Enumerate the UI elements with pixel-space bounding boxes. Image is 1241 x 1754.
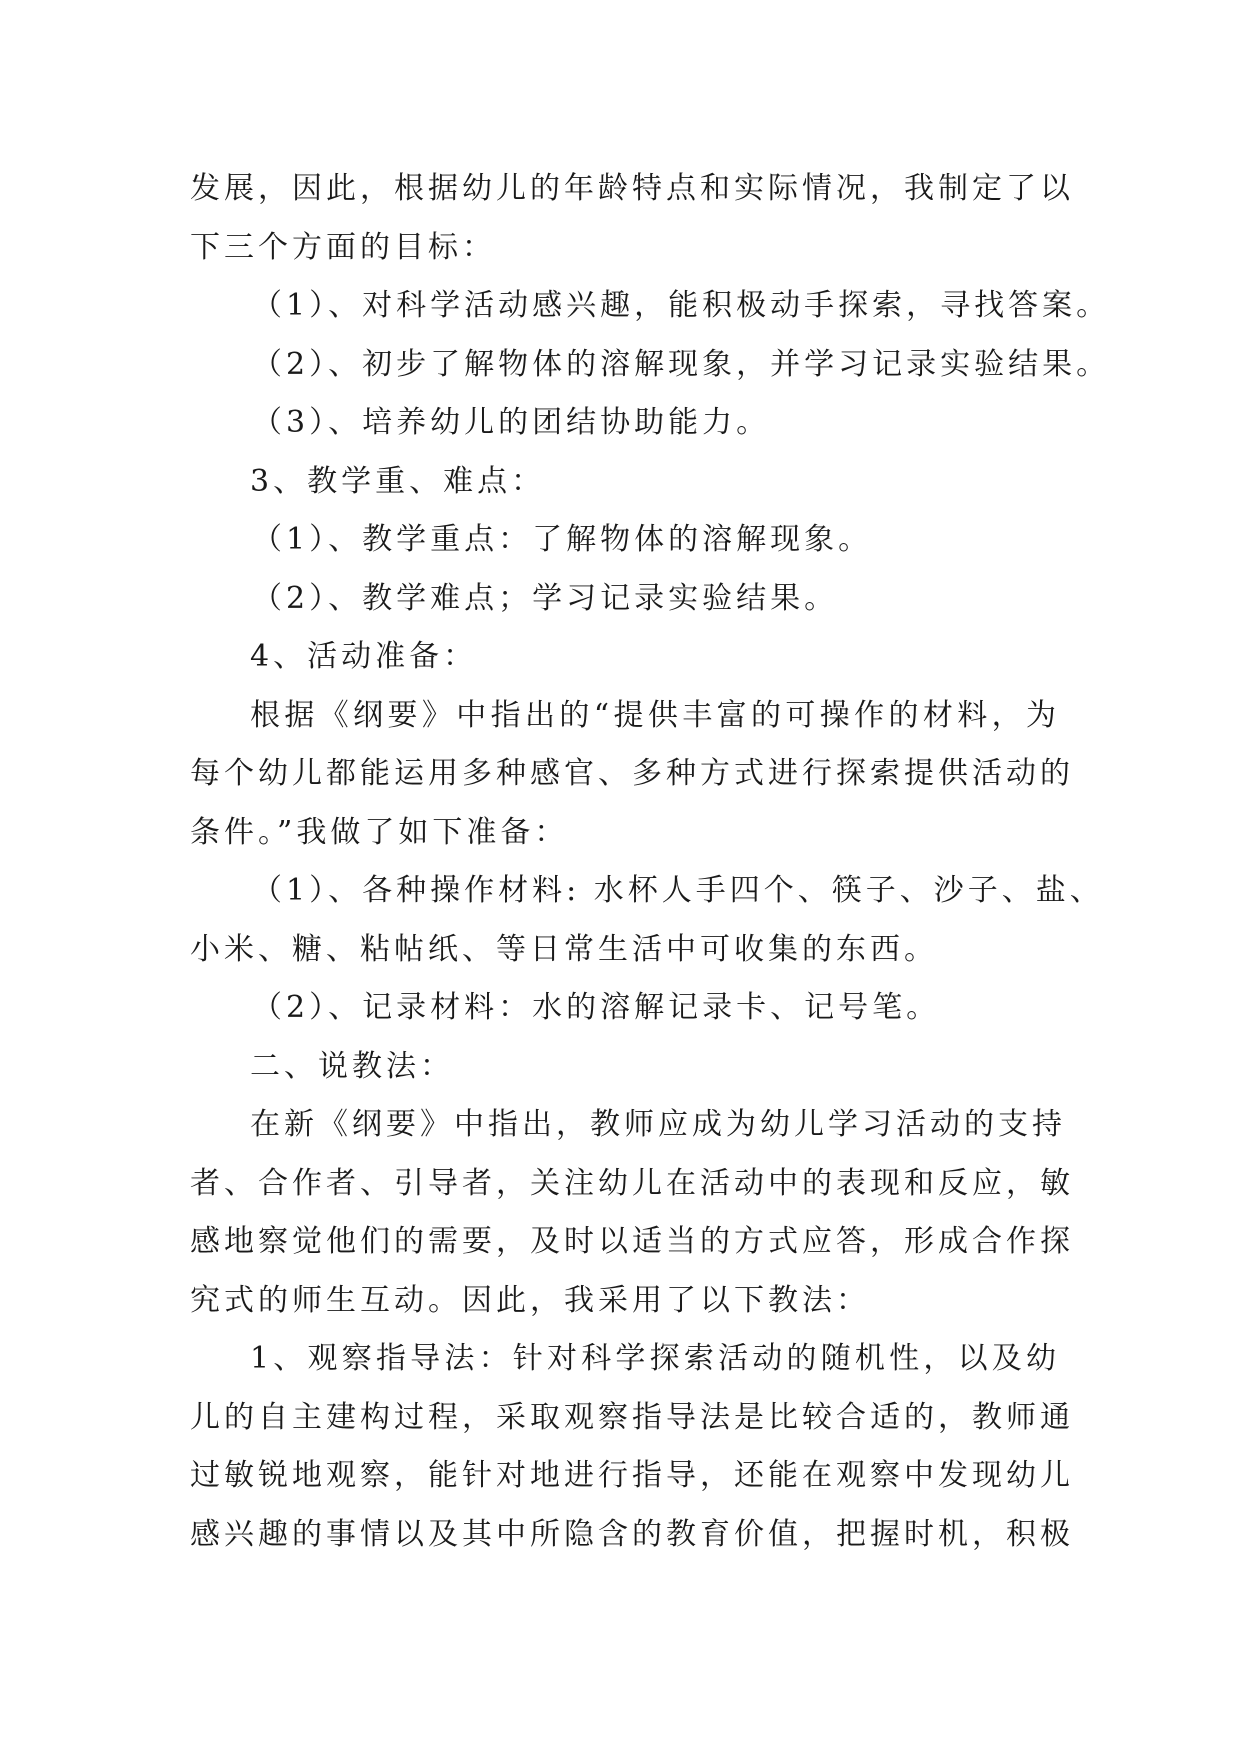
list-item: （3）、培养幼儿的团结协助能力。 (252, 405, 771, 440)
section-heading: 二、说教法： (250, 1048, 454, 1084)
paragraph-line: 小米、糖、粘帖纸、等日常生活中可收集的东西。 (190, 931, 938, 967)
section-heading: 4、活动准备： (250, 639, 478, 674)
list-item: （2）、教学难点；学习记录实验结果。 (252, 580, 839, 616)
paragraph-line: 根据《纲要》中指出的“提供丰富的可操作的材料，为 (250, 697, 1060, 733)
list-item: （2）、初步了解物体的溶解现象，并学习记录实验结果。 (252, 346, 1111, 382)
paragraph-line: 每个幼儿都能运用多种感官、多种方式进行探索提供活动的 (190, 756, 1074, 791)
paragraph-line: 儿的自主建构过程，采取观察指导法是比较合适的，教师通 (190, 1399, 1074, 1435)
section-heading: 3、教学重、难点： (250, 463, 546, 499)
paragraph-line: 发展，因此，根据幼儿的年龄特点和实际情况，我制定了以 (190, 171, 1074, 206)
list-item: （1）、各种操作材料: 水杯人手四个、筷子、沙子、盐、 (252, 873, 1104, 908)
list-item: （1）、对科学活动感兴趣，能积极动手探索，寻找答案。 (252, 288, 1111, 323)
list-item: （2）、记录材料：水的溶解记录卡、记号笔。 (252, 990, 941, 1025)
paragraph-line: 条件。”我做了如下准备： (190, 814, 569, 850)
paragraph-line: 下三个方面的目标： (190, 229, 496, 265)
paragraph-line: 过敏锐地观察，能针对地进行指导，还能在观察中发现幼儿 (190, 1458, 1074, 1493)
paragraph-line: 感兴趣的事情以及其中所隐含的教育价值，把握时机，积极 (190, 1516, 1074, 1552)
paragraph-line: 在新《纲要》中指出，教师应成为幼儿学习活动的支持 (250, 1107, 1066, 1142)
paragraph-line: 1、观察指导法：针对科学探索活动的随机性，以及幼 (250, 1341, 1060, 1376)
list-item: （1）、教学重点：了解物体的溶解现象。 (252, 522, 873, 557)
paragraph-line: 究式的师生互动。因此，我采用了以下教法： (190, 1282, 870, 1318)
paragraph-line: 者、合作者、引导者，关注幼儿在活动中的表现和反应，敏 (190, 1165, 1074, 1201)
document-body (190, 160, 1111, 1564)
paragraph-line: 感地察觉他们的需要，及时以适当的方式应答，形成合作探 (190, 1224, 1074, 1259)
